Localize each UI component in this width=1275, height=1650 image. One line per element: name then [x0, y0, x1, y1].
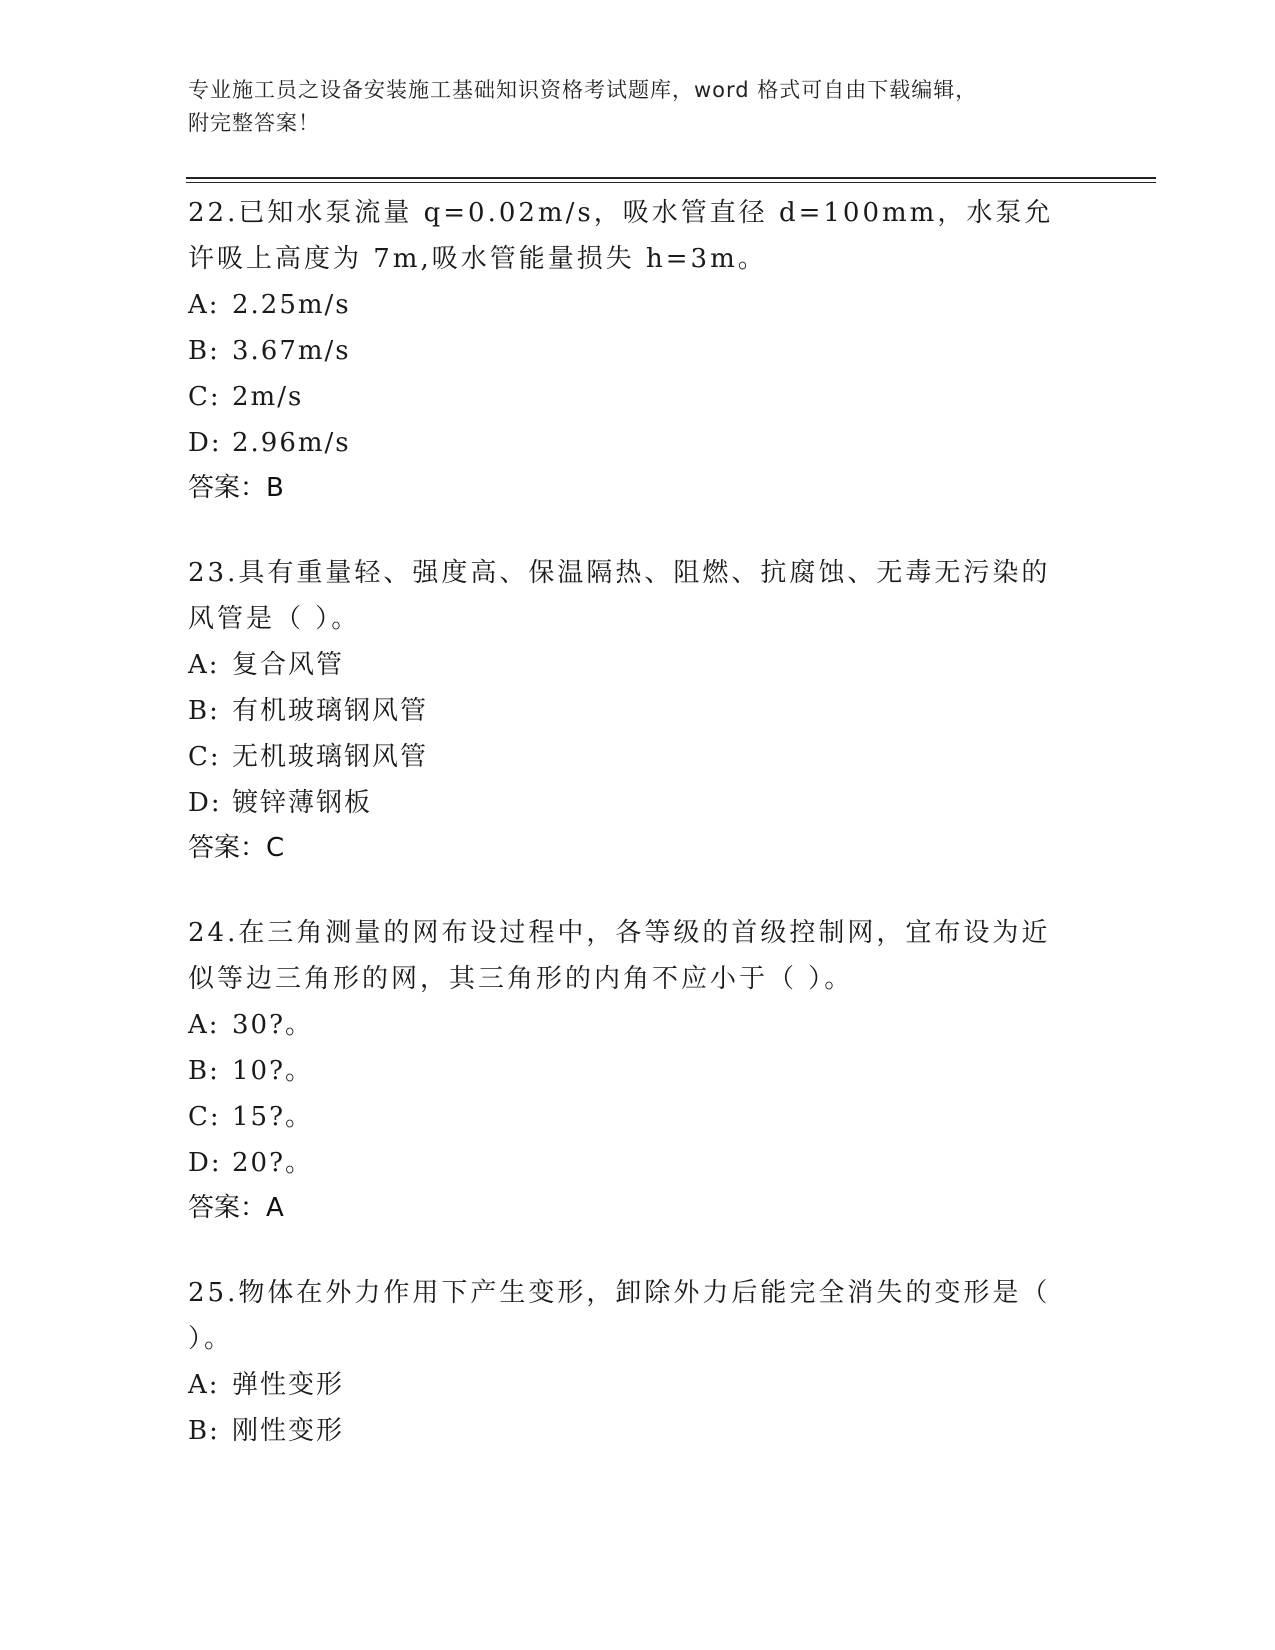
option-key: A: [188, 1010, 220, 1040]
option-key: B: [188, 1416, 220, 1446]
header-line-1: 专业施工员之设备安装施工基础知识资格考试题库，word 格式可自由下载编辑， [188, 78, 978, 102]
option-text: 30?。 [232, 1010, 314, 1040]
option-text: 2.25m/s [232, 290, 351, 320]
option-key: C: [188, 1102, 221, 1132]
header-divider [186, 177, 1156, 183]
option-b [188, 1408, 1088, 1454]
document-header [188, 74, 1088, 140]
option-a [188, 642, 1088, 688]
option-key: A: [188, 1370, 220, 1400]
option-key: B: [188, 336, 220, 366]
option-text: 复合风管 [232, 650, 345, 680]
option-key: C: [188, 382, 221, 412]
question-22 [188, 190, 1088, 510]
option-text: 2.96m/s [232, 428, 351, 458]
option-key: B: [188, 1056, 220, 1086]
question-stem: 22.已知水泵流量 q=0.02m/s，吸水管直径 d=100mm，水泵允许吸上高度为 7m,吸水管能量损失 h=3m。 [188, 198, 1054, 274]
question-list [188, 190, 1088, 1494]
option-text: 2m/s [232, 382, 304, 412]
option-text: 弹性变形 [232, 1370, 345, 1400]
option-c [188, 734, 1088, 780]
option-c [188, 1094, 1088, 1140]
option-key: D: [188, 1148, 222, 1178]
option-a [188, 282, 1088, 328]
option-text: 无机玻璃钢风管 [232, 742, 429, 772]
option-key: D: [188, 788, 222, 818]
option-d [188, 420, 1088, 466]
option-a [188, 1362, 1088, 1408]
option-text: 10?。 [232, 1056, 314, 1086]
option-text: 15?。 [232, 1102, 314, 1132]
option-key: D: [188, 428, 222, 458]
option-text: 镀锌薄钢板 [232, 788, 373, 818]
option-text: 有机玻璃钢风管 [232, 696, 429, 726]
option-b [188, 1048, 1088, 1094]
option-d [188, 780, 1088, 826]
answer-line: 答案：A [188, 1193, 284, 1223]
question-23 [188, 550, 1088, 870]
option-c [188, 374, 1088, 420]
option-text: 20?。 [232, 1148, 314, 1178]
option-text: 刚性变形 [232, 1416, 345, 1446]
option-d [188, 1140, 1088, 1186]
option-key: A: [188, 650, 220, 680]
option-key: A: [188, 290, 220, 320]
question-25 [188, 1270, 1088, 1454]
header-line-2: 附完整答案！ [188, 111, 320, 135]
question-24 [188, 910, 1088, 1230]
option-key: B: [188, 696, 220, 726]
answer-line: 答案：B [188, 473, 284, 503]
option-b [188, 328, 1088, 374]
question-stem: 24.在三角测量的网布设过程中，各等级的首级控制网，宜布设为近似等边三角形的网，其三角形的内角不应小于（ ）。 [188, 918, 1051, 994]
question-stem: 25.物体在外力作用下产生变形，卸除外力后能完全消失的变形是（ ）。 [188, 1278, 1051, 1354]
answer-line: 答案：C [188, 833, 285, 863]
question-stem: 23.具有重量轻、强度高、保温隔热、阻燃、抗腐蚀、无毒无污染的风管是（ ）。 [188, 558, 1051, 634]
option-a [188, 1002, 1088, 1048]
option-text: 3.67m/s [232, 336, 351, 366]
option-key: C: [188, 742, 221, 772]
option-b [188, 688, 1088, 734]
